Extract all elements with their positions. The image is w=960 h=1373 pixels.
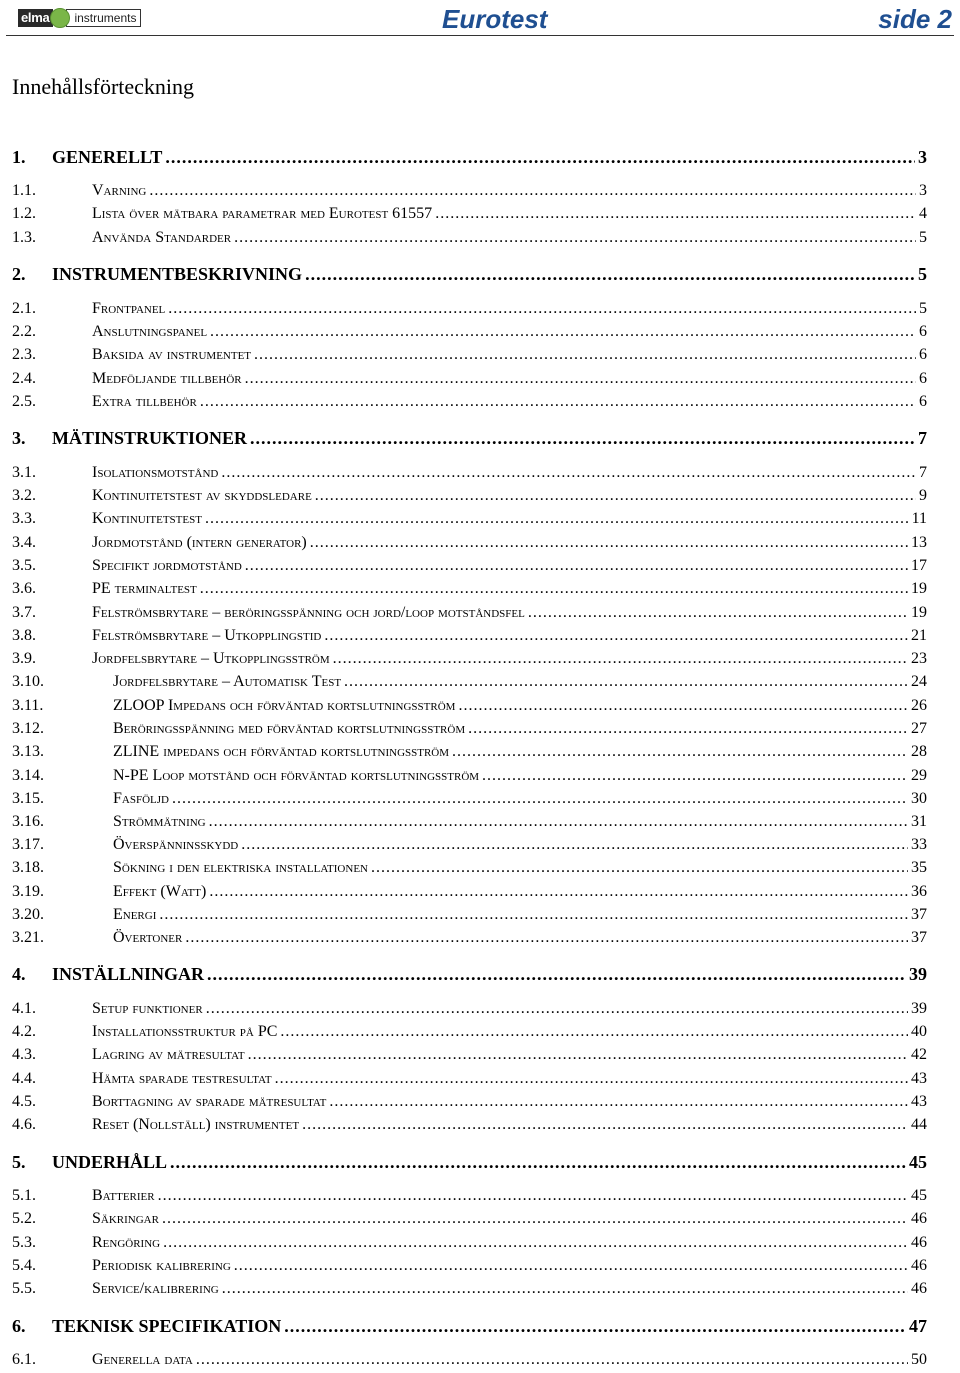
toc-dot-leader	[162, 1210, 908, 1228]
toc-entry-page: 45	[911, 1187, 927, 1204]
toc-section-entry[interactable]	[12, 370, 927, 392]
toc-entry-number: 3.9.	[12, 650, 36, 667]
toc-entry-number: 2.5.	[12, 393, 36, 410]
product-title: Eurotest	[442, 4, 548, 34]
toc-entry-title: UNDERHÅLL	[52, 1152, 168, 1172]
toc-entry-number: 3.4.	[12, 534, 36, 551]
toc-section-entry[interactable]	[12, 1210, 927, 1232]
toc-entry-page: 6	[919, 393, 927, 410]
toc-dot-leader	[333, 650, 908, 668]
toc-section-entry[interactable]	[12, 767, 927, 789]
toc-entry-page: 21	[911, 627, 927, 644]
toc-section-entry[interactable]	[12, 1351, 927, 1373]
toc-section-entry[interactable]	[12, 323, 927, 345]
toc-dot-leader	[234, 1257, 908, 1275]
toc-entry-page: 5	[919, 300, 927, 317]
toc-entry-number: 5.4.	[12, 1257, 36, 1274]
toc-entry-page: 33	[911, 836, 927, 853]
toc-dot-leader	[168, 300, 916, 318]
toc-entry-number: 3.5.	[12, 557, 36, 574]
toc-entry-title: Periodisk kalibrering	[92, 1257, 231, 1274]
toc-entry-title: Använda Standarder	[92, 229, 232, 246]
toc-entry-title: INSTRUMENTBESKRIVNING	[52, 264, 303, 284]
toc-entry-page: 37	[911, 906, 927, 923]
toc-entry-page: 4	[919, 205, 927, 222]
toc-entry-title: Säkringar	[92, 1210, 159, 1227]
toc-entry-page: 42	[911, 1046, 927, 1063]
toc-entry-page: 3	[919, 182, 927, 199]
toc-entry-number: 4.3.	[12, 1046, 36, 1063]
toc-entry-title: Strömmätning	[113, 813, 206, 830]
toc-entry-number: 2.	[12, 264, 26, 284]
toc-dot-leader	[245, 370, 916, 388]
toc-entry-number: 3.14.	[12, 767, 44, 784]
toc-entry-number: 4.2.	[12, 1023, 36, 1040]
toc-chapter-entry[interactable]	[12, 1152, 927, 1174]
toc-section-entry[interactable]	[12, 182, 927, 204]
toc-dot-leader	[206, 1000, 908, 1018]
toc-entry-page: 13	[911, 534, 927, 551]
toc-entry-title: Medföljande tillbehör	[92, 370, 242, 387]
toc-dot-leader	[200, 393, 916, 411]
toc-dot-leader	[458, 697, 908, 715]
toc-section-entry[interactable]	[12, 697, 927, 719]
toc-dot-leader	[329, 1093, 908, 1111]
toc-entry-title: Felströmsbrytare – Utkopplingstid	[92, 627, 322, 644]
toc-entry-number: 3.10.	[12, 673, 44, 690]
toc-entry-number: 2.3.	[12, 346, 36, 363]
toc-section-entry[interactable]	[12, 790, 927, 812]
toc-entry-title: Reset (Nollställ) instrumentet	[92, 1116, 300, 1133]
toc-entry-page: 5	[918, 264, 927, 284]
toc-entry-page: 43	[911, 1093, 927, 1110]
toc-dot-leader	[302, 1116, 908, 1134]
toc-entry-number: 3.3.	[12, 510, 36, 527]
toc-dot-leader	[250, 428, 915, 449]
toc-entry-title: Kontinuitetstest av skyddsledare	[92, 487, 312, 504]
toc-dot-leader	[371, 859, 908, 877]
toc-entry-title: Lista över mätbara parametrar med Eurotest 61557	[92, 205, 433, 222]
toc-section-entry[interactable]	[12, 229, 927, 251]
toc-entry-title: Effekt (Watt)	[113, 883, 207, 900]
toc-section-entry[interactable]	[12, 580, 927, 602]
toc-dot-leader	[435, 205, 916, 223]
toc-section-entry[interactable]	[12, 557, 927, 579]
toc-section-entry[interactable]	[12, 1187, 927, 1209]
toc-section-entry[interactable]	[12, 604, 927, 626]
toc-section-entry[interactable]	[12, 1234, 927, 1256]
toc-entry-page: 6	[919, 323, 927, 340]
toc-entry-number: 4.5.	[12, 1093, 36, 1110]
toc-entry-number: 3.17.	[12, 836, 44, 853]
toc-entry-page: 7	[919, 464, 927, 481]
toc-entry-number: 5.1.	[12, 1187, 36, 1204]
toc-entry-number: 2.4.	[12, 370, 36, 387]
toc-entry-page: 19	[911, 604, 927, 621]
toc-dot-leader	[158, 1187, 908, 1205]
toc-entry-page: 17	[911, 557, 927, 574]
toc-entry-title: Extra tillbehör	[92, 393, 197, 410]
toc-dot-leader	[482, 767, 908, 785]
toc-entry-page: 43	[911, 1070, 927, 1087]
toc-dot-leader	[245, 557, 908, 575]
toc-entry-number: 3.13.	[12, 743, 44, 760]
toc-entry-number: 1.1.	[12, 182, 36, 199]
toc-entry-page: 30	[911, 790, 927, 807]
toc-entry-page: 26	[911, 697, 927, 714]
toc-entry-page: 3	[918, 147, 927, 167]
toc-section-entry[interactable]	[12, 720, 927, 742]
toc-section-entry[interactable]	[12, 487, 927, 509]
toc-entry-number: 3.11.	[12, 697, 44, 714]
toc-entry-number: 1.3.	[12, 229, 36, 246]
toc-entry-title: Installationsstruktur på PC	[92, 1023, 278, 1040]
toc-section-entry[interactable]	[12, 346, 927, 368]
toc-entry-title: Isolationsmotstånd	[92, 464, 219, 481]
toc-entry-page: 47	[909, 1316, 927, 1336]
toc-dot-leader	[254, 346, 916, 364]
toc-chapter-entry[interactable]	[12, 1316, 927, 1338]
toc-section-entry[interactable]	[12, 1093, 927, 1115]
toc-entry-title: Energi	[113, 906, 157, 923]
toc-dot-leader	[222, 1280, 908, 1298]
toc-entry-title: ZLINE impedans och förväntad kortslutningsström	[113, 743, 450, 760]
toc-entry-title: Service/kalibrering	[92, 1280, 219, 1297]
toc-section-entry[interactable]	[12, 1257, 927, 1279]
toc-entry-number: 5.2.	[12, 1210, 36, 1227]
toc-entry-page: 31	[911, 813, 927, 830]
toc-entry-title: Anslutningspanel	[92, 323, 208, 340]
toc-entry-number: 3.19.	[12, 883, 44, 900]
toc-entry-title: MÄTINSTRUKTIONER	[52, 428, 248, 448]
toc-entry-number: 3.	[12, 428, 26, 448]
toc-chapter-entry[interactable]	[12, 964, 927, 986]
logo-elma-text: elma	[18, 9, 53, 27]
toc-entry-page: 46	[911, 1280, 927, 1297]
page-header	[0, 0, 960, 38]
logo-instruments-text: instruments	[66, 9, 141, 27]
toc-entry-title: Borttagning av sparade mätresultat	[92, 1093, 327, 1110]
toc-entry-title: Felströmsbrytare – beröringsspänning och jord/loop motståndsfel	[92, 604, 525, 621]
toc-dot-leader	[149, 182, 916, 200]
toc-entry-number: 3.20.	[12, 906, 44, 923]
toc-entry-title: Jordfelsbrytare – Utkopplingsström	[92, 650, 330, 667]
toc-entry-title: Överspänninsskydd	[113, 836, 239, 853]
toc-dot-leader	[170, 1152, 906, 1173]
toc-entry-number: 4.6.	[12, 1116, 36, 1133]
toc-entry-title: Generella data	[92, 1351, 193, 1368]
toc-entry-number: 6.	[12, 1316, 26, 1336]
toc-entry-title: Specifikt jordmotstånd	[92, 557, 242, 574]
toc-chapter-entry[interactable]	[12, 264, 927, 286]
toc-entry-page: 39	[911, 1000, 927, 1017]
toc-entry-page: 35	[911, 859, 927, 876]
toc-entry-page: 50	[911, 1351, 927, 1368]
toc-entry-number: 3.7.	[12, 604, 36, 621]
toc-entry-number: 3.21.	[12, 929, 44, 946]
toc-entry-page: 6	[919, 346, 927, 363]
toc-section-entry[interactable]	[12, 464, 927, 486]
toc-section-entry[interactable]	[12, 673, 927, 695]
toc-dot-leader	[210, 323, 916, 341]
toc-entry-page: 5	[919, 229, 927, 246]
toc-chapter-entry[interactable]	[12, 428, 927, 450]
toc-entry-number: 3.2.	[12, 487, 36, 504]
toc-heading: Innehållsförteckning	[12, 74, 195, 99]
toc-entry-title: Beröringsspänning med förväntad kortslutningsström	[113, 720, 466, 737]
toc-entry-number: 1.2.	[12, 205, 36, 222]
toc-entry-number: 3.8.	[12, 627, 36, 644]
toc-entry-title: Rengöring	[92, 1234, 161, 1251]
toc-dot-leader	[165, 147, 915, 168]
toc-dot-leader	[305, 264, 915, 285]
toc-section-entry[interactable]	[12, 906, 927, 928]
toc-dot-leader	[468, 720, 908, 738]
toc-section-entry[interactable]	[12, 1070, 927, 1092]
toc-dot-leader	[528, 604, 908, 622]
toc-section-entry[interactable]	[12, 929, 927, 951]
toc-entry-page: 19	[911, 580, 927, 597]
page-number: side 2	[878, 4, 952, 34]
toc-entry-title: Batterier	[92, 1187, 155, 1204]
toc-entry-number: 4.1.	[12, 1000, 36, 1017]
toc-dot-leader	[280, 1023, 908, 1041]
toc-entry-page: 46	[911, 1257, 927, 1274]
toc-entry-title: Baksida av instrumentet	[92, 346, 252, 363]
toc-section-entry[interactable]	[12, 627, 927, 649]
toc-entry-title: TEKNISK SPECIFIKATION	[52, 1316, 282, 1336]
toc-dot-leader	[315, 487, 916, 505]
toc-entry-title: INSTÄLLNINGAR	[52, 964, 205, 984]
toc-entry-title: Jordmotstånd (intern generator)	[92, 534, 307, 551]
toc-entry-page: 28	[911, 743, 927, 760]
toc-entry-page: 23	[911, 650, 927, 667]
toc-dot-leader	[196, 1351, 908, 1369]
toc-section-entry[interactable]	[12, 300, 927, 322]
toc-dot-leader	[221, 464, 916, 482]
toc-entry-page: 40	[911, 1023, 927, 1040]
toc-section-entry[interactable]	[12, 1280, 927, 1302]
toc-dot-leader	[159, 906, 908, 924]
toc-entry-title: Kontinuitetstest	[92, 510, 202, 527]
toc-entry-page: 27	[911, 720, 927, 737]
toc-entry-number: 6.1.	[12, 1351, 36, 1368]
toc-section-entry[interactable]	[12, 883, 927, 905]
toc-entry-title: Frontpanel	[92, 300, 166, 317]
toc-dot-leader	[209, 883, 908, 901]
toc-entry-number: 5.3.	[12, 1234, 36, 1251]
toc-entry-title: N-PE Loop motstånd och förväntad kortslutningsström	[113, 767, 480, 784]
toc-dot-leader	[209, 813, 908, 831]
toc-section-entry[interactable]	[12, 650, 927, 672]
toc-dot-leader	[207, 964, 906, 985]
toc-dot-leader	[205, 510, 909, 528]
toc-entry-number: 4.4.	[12, 1070, 36, 1087]
toc-dot-leader	[310, 534, 908, 552]
toc-entry-page: 11	[911, 510, 927, 527]
toc-entry-number: 5.5.	[12, 1280, 36, 1297]
toc-dot-leader	[185, 929, 908, 947]
toc-entry-page: 29	[911, 767, 927, 784]
toc-entry-page: 9	[919, 487, 927, 504]
toc-entry-page: 45	[909, 1152, 927, 1172]
toc-entry-number: 1.	[12, 147, 26, 167]
toc-entry-number: 3.1.	[12, 464, 36, 481]
toc-dot-leader	[284, 1316, 906, 1337]
toc-dot-leader	[324, 627, 908, 645]
toc-dot-leader	[234, 229, 916, 247]
toc-section-entry[interactable]	[12, 534, 927, 556]
toc-entry-number: 3.6.	[12, 580, 36, 597]
toc-entry-number: 3.15.	[12, 790, 44, 807]
toc-dot-leader	[248, 1046, 908, 1064]
toc-entry-title: Varning	[92, 182, 147, 199]
toc-entry-number: 2.1.	[12, 300, 36, 317]
toc-entry-page: 24	[911, 673, 927, 690]
header-divider	[6, 35, 954, 36]
toc-chapter-entry[interactable]	[12, 147, 927, 169]
toc-entry-title: Setup funktioner	[92, 1000, 203, 1017]
toc-dot-leader	[344, 673, 908, 691]
toc-entry-number: 2.2.	[12, 323, 36, 340]
toc-entry-page: 39	[909, 964, 927, 984]
toc-dot-leader	[172, 790, 908, 808]
toc-entry-page: 36	[911, 883, 927, 900]
toc-entry-title: Lagring av mätresultat	[92, 1046, 245, 1063]
toc-dot-leader	[275, 1070, 908, 1088]
toc-section-entry[interactable]	[12, 1046, 927, 1068]
toc-entry-title: Jordfelsbrytare – Automatisk Test	[113, 673, 342, 690]
toc-dot-leader	[241, 836, 908, 854]
toc-entry-page: 7	[918, 428, 927, 448]
toc-section-entry[interactable]	[12, 1000, 927, 1022]
toc-entry-title: Fasföljd	[113, 790, 169, 807]
toc-section-entry[interactable]	[12, 836, 927, 858]
toc-entry-page: 46	[911, 1210, 927, 1227]
toc-entry-title: ZLOOP Impedans och förväntad kortslutningsström	[113, 697, 456, 714]
toc-section-entry[interactable]	[12, 813, 927, 835]
toc-section-entry[interactable]	[12, 859, 927, 881]
toc-entry-number: 3.18.	[12, 859, 44, 876]
toc-section-entry[interactable]	[12, 1023, 927, 1045]
toc-entry-page: 6	[919, 370, 927, 387]
toc-entry-title: Sökning i den elektriska installationen	[113, 859, 368, 876]
toc-section-entry[interactable]	[12, 205, 927, 227]
toc-entry-number: 5.	[12, 1152, 26, 1172]
toc-dot-leader	[200, 580, 908, 598]
toc-dot-leader	[452, 743, 908, 761]
toc-section-entry[interactable]	[12, 393, 927, 415]
toc-entry-number: 3.16.	[12, 813, 44, 830]
toc-entry-title: Hämta sparade testresultat	[92, 1070, 272, 1087]
toc-entry-title: Övertoner	[113, 929, 183, 946]
toc-entry-page: 37	[911, 929, 927, 946]
toc-entry-page: 46	[911, 1234, 927, 1251]
toc-entry-number: 4.	[12, 964, 26, 984]
elma-instruments-logo	[18, 8, 141, 28]
toc-section-entry[interactable]	[12, 510, 927, 532]
toc-dot-leader	[163, 1234, 908, 1252]
toc-entry-page: 44	[911, 1116, 927, 1133]
toc-section-entry[interactable]	[12, 1116, 927, 1138]
toc-section-entry[interactable]	[12, 743, 927, 765]
toc-entry-number: 3.12.	[12, 720, 44, 737]
toc-entry-title: PE terminaltest	[92, 580, 197, 597]
toc-entry-title: GENERELLT	[52, 147, 163, 167]
